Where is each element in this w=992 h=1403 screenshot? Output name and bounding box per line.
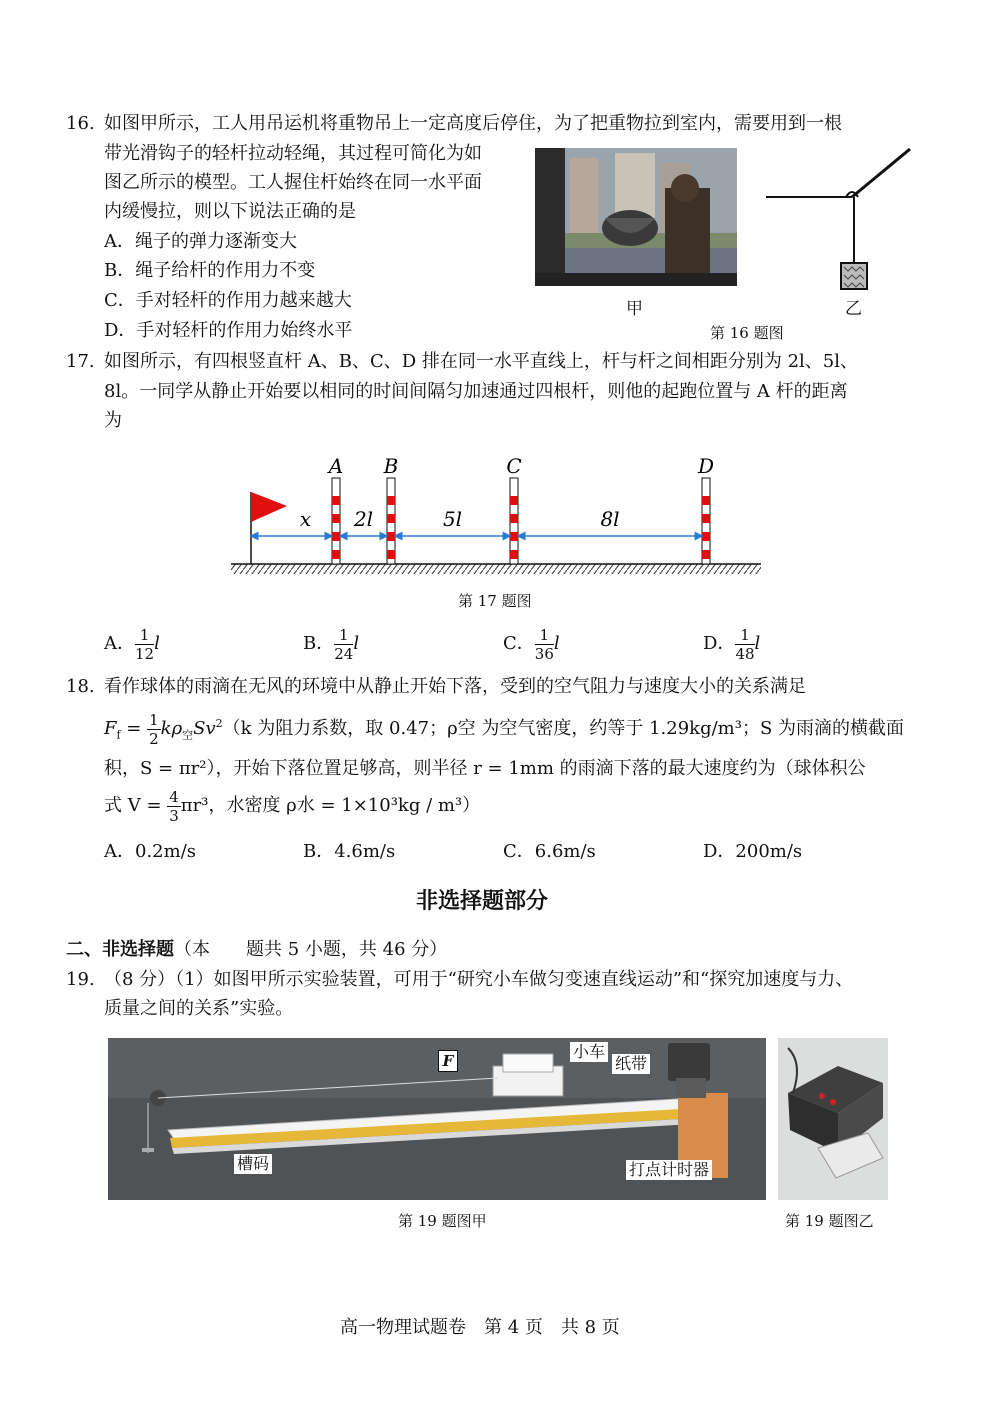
- q17-option-d: D． $\frac{1}{48}$ l: [703, 625, 761, 663]
- q17-number: 17.: [66, 351, 95, 372]
- q19-photo-yi: [778, 1038, 888, 1200]
- q17-line-3: 为: [104, 410, 122, 431]
- q16-line-1: 如图甲所示，工人用吊运机将重物吊上一定高度后停住，为了把重物拉到室内，需要用到一根: [104, 113, 842, 134]
- q16-option-b: B．绳子给杆的作用力不变: [104, 260, 316, 281]
- page-footer: 高一物理试题卷 第 4 页 共 8 页: [340, 1317, 620, 1338]
- label-weight: 槽码: [234, 1154, 272, 1174]
- ground: [231, 564, 761, 574]
- q18-option-d: D．200m/s: [703, 841, 803, 862]
- q18-option-c: C．6.6m/s: [503, 841, 596, 862]
- start-flag: [251, 492, 287, 522]
- section-title: 非选择题部分: [416, 889, 549, 914]
- q16-option-d: D．手对轻杆的作用力始终水平: [104, 320, 353, 341]
- q17-option-a: A． $\frac{1}{12}$ l: [104, 625, 160, 663]
- label-force: F: [438, 1050, 458, 1072]
- q17-diagram: [225, 450, 770, 580]
- label-tape: 纸带: [612, 1054, 650, 1074]
- q16-option-a: A．绳子的弹力逐渐变大: [104, 231, 297, 252]
- pole-label: C: [506, 454, 522, 478]
- q16-number: 16.: [66, 113, 95, 134]
- q18-number: 18.: [66, 676, 95, 697]
- q18-line-3: 积，S = πr²），开始下落位置足够高，则半径 r = 1mm 的雨滴下落的最大速度约为（球体积公: [104, 758, 866, 779]
- q16-line-4: 内缓慢拉，则以下说法正确的是: [104, 201, 356, 222]
- q16-caption: 第 16 题图: [710, 324, 784, 342]
- q16-diagram-yi: [762, 145, 922, 295]
- q18-line-4: 式 V = $\frac{4}{3}$ πr³，水密度 ρ水 = 1×10³kg / m³）: [104, 787, 481, 825]
- pole-label: B: [383, 454, 399, 478]
- q16-label-yi: 乙: [845, 299, 862, 319]
- q19-caption-jia: 第 19 题图甲: [398, 1212, 487, 1230]
- q19-line-1: （8 分）（1）如图甲所示实验装置，可用于“研究小车做匀变速直线运动”和“探究加速度与力、: [104, 969, 854, 990]
- gap-label: 5l: [442, 507, 463, 531]
- q16-line-3: 图乙所示的模型。工人握住杆始终在同一水平面: [104, 172, 482, 193]
- q18-option-a: A．0.2m/s: [104, 841, 196, 862]
- label-cart: 小车: [570, 1042, 608, 1062]
- q17-option-b: B． $\frac{1}{24}$ l: [303, 625, 360, 663]
- section-heading: 二、非选择题（本 题共 5 小题，共 46 分）: [66, 939, 448, 960]
- pole-B: [387, 478, 395, 564]
- q17-line-1: 如图所示，有四根竖直杆 A、B、C、D 排在同一水平直线上，杆与杆之间相距分别为 2l、5l、: [104, 351, 859, 372]
- q18-line-1: 看作球体的雨滴在无风的环境中从静止开始下落，受到的空气阻力与速度大小的关系满足: [104, 676, 806, 697]
- q18-option-b: B．4.6m/s: [303, 841, 396, 862]
- q16-option-c: C．手对轻杆的作用力越来越大: [104, 290, 352, 311]
- q19-caption-yi: 第 19 题图乙: [785, 1212, 874, 1230]
- q16-line-2: 带光滑钩子的轻杆拉动轻绳，其过程可简化为如: [104, 143, 482, 164]
- q19-number: 19.: [66, 969, 95, 990]
- pole-C: [510, 478, 518, 564]
- gap-label: x: [299, 507, 312, 531]
- gap-label: 8l: [600, 507, 620, 531]
- pole-label: D: [697, 454, 715, 478]
- pole-label: A: [328, 454, 344, 478]
- q19-photo-jia: [108, 1038, 766, 1200]
- pole-D: [702, 478, 710, 564]
- q16-label-jia: 甲: [626, 299, 643, 319]
- q19-line-2: 质量之间的关系”实验。: [104, 998, 294, 1019]
- q17-caption: 第 17 题图: [458, 592, 532, 610]
- q16-photo-jia: [535, 148, 737, 286]
- q17-line-2: 8l。一同学从静止开始要以相同的时间间隔匀加速通过四根杆，则他的起跑位置与 A 杆的距离: [104, 381, 848, 402]
- pole-A: [332, 478, 340, 564]
- q17-option-c: C． $\frac{1}{36}$ l: [503, 625, 560, 663]
- q18-formula-line: $F_f$ = $\frac{1}{2}$ $k\rho_空Sv^2(k$ 为阻力系数，取 0.47；ρ空 为空气密度，约等于 1.29kg/m³；S 为雨滴的横截面: [104, 710, 905, 748]
- gap-label: 2l: [353, 507, 374, 531]
- label-timer: 打点计时器: [626, 1160, 712, 1180]
